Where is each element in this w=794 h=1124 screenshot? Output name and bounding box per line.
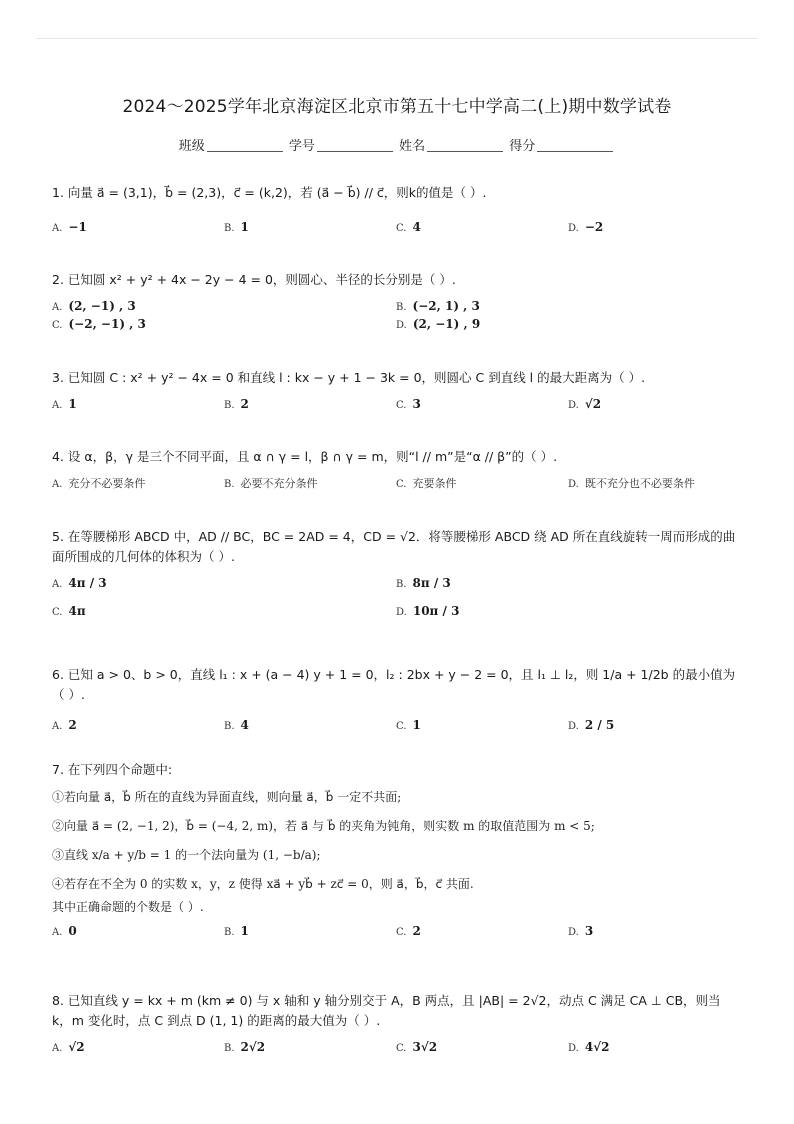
option-b[interactable]	[224, 715, 249, 737]
option-text: 0	[68, 924, 77, 938]
option-label: C.	[396, 1043, 407, 1054]
option-c[interactable]	[396, 473, 456, 495]
option-text: 2	[68, 718, 77, 732]
option-a[interactable]	[52, 715, 77, 737]
option-b[interactable]	[224, 473, 318, 495]
option-a[interactable]	[52, 573, 107, 595]
option-text: 4	[412, 220, 421, 234]
option-text: 8π / 3	[412, 576, 451, 590]
option-c[interactable]	[396, 921, 421, 943]
options-row	[52, 473, 742, 493]
option-d[interactable]	[568, 1037, 609, 1059]
option-label: B.	[224, 223, 235, 234]
option-c[interactable]	[396, 394, 421, 416]
option-label: B.	[224, 721, 235, 732]
option-d[interactable]	[568, 921, 593, 943]
option-d[interactable]	[568, 394, 601, 416]
question-8	[52, 991, 742, 1057]
question-stem: 1. 向量 a⃗ = (3,1)，b⃗ = (2,3)，c⃗ = (k,2)，若 (a⃗ − b⃗) // c⃗，则k的值是（ ）.	[52, 185, 487, 200]
proposition-4: ④若存在不全为 0 的实数 x，y，z 使得 xa⃗ + yb⃗ + zc⃗ = 0，则 a⃗，b⃗，c⃗ 共面.	[52, 877, 474, 891]
option-label: D.	[568, 927, 579, 938]
question-7	[52, 760, 742, 941]
options-row	[52, 573, 742, 601]
option-label: C.	[52, 320, 63, 331]
name-label: 姓名	[399, 139, 426, 154]
option-label: C.	[396, 479, 407, 490]
question-stem: 3. 已知圆 C : x² + y² − 4x = 0 和直线 l : kx − y + 1 − 3k = 0，则圆心 C 到直线 l 的最大距离为（ ）.	[52, 370, 646, 385]
option-b[interactable]	[224, 1037, 265, 1059]
option-b[interactable]	[224, 217, 249, 239]
option-text: (2, −1) , 9	[412, 317, 481, 331]
option-label: C.	[396, 223, 407, 234]
option-text: (−2, 1) , 3	[412, 299, 480, 313]
option-label: B.	[224, 400, 235, 411]
exam-title: 2024～2025学年北京海淀区北京市第五十七中学高二(上)期中数学试卷	[122, 97, 672, 117]
option-text: 3	[584, 924, 594, 938]
options-row	[52, 1037, 742, 1057]
option-text: (2, −1) , 3	[68, 299, 136, 313]
options-row	[52, 296, 742, 314]
option-text: 2 / 5	[584, 718, 615, 732]
options-row	[52, 601, 742, 629]
class-blank[interactable]	[207, 151, 283, 152]
option-a[interactable]	[52, 1037, 85, 1059]
option-label: A.	[52, 302, 63, 313]
option-c[interactable]	[396, 1037, 437, 1059]
header-divider	[36, 38, 758, 39]
option-text: 2√2	[240, 1040, 266, 1054]
proposition-3: ③直线 x/a + y/b = 1 的一个法向量为 (1, −b/a);	[52, 848, 321, 862]
option-text: 2	[412, 924, 421, 938]
option-text: 3	[412, 397, 421, 411]
option-text: −1	[68, 220, 87, 234]
option-text: 4π	[68, 604, 86, 618]
option-text: 1	[240, 924, 249, 938]
option-text: (−2, −1) , 3	[68, 317, 146, 331]
option-text: −2	[584, 220, 604, 234]
option-label: A.	[52, 721, 63, 732]
student-info-line	[0, 135, 794, 154]
option-d[interactable]	[396, 314, 480, 336]
question-stem: 5. 在等腰梯形 ABCD 中，AD // BC，BC = 2AD = 4，CD = √2．将等腰梯形 ABCD 绕 AD 所在直线旋转一周而形成的曲面所围成的几何体的体积为（ ）.	[52, 529, 736, 564]
option-b[interactable]	[224, 394, 249, 416]
option-c[interactable]	[396, 217, 421, 239]
option-label: A.	[52, 927, 63, 938]
option-text: 3√2	[412, 1040, 438, 1054]
option-label: C.	[396, 400, 407, 411]
option-label: B.	[224, 1043, 235, 1054]
question-stem: 7. 在下列四个命题中:	[52, 762, 173, 777]
option-label: D.	[568, 223, 579, 234]
options-row	[52, 921, 742, 941]
option-text: 既不充分也不必要条件	[584, 477, 695, 490]
option-a[interactable]	[52, 921, 77, 943]
options-row	[52, 314, 742, 332]
name-blank[interactable]	[427, 151, 503, 152]
option-label: D.	[568, 400, 579, 411]
option-text: 10π / 3	[412, 604, 460, 618]
option-d[interactable]	[568, 715, 614, 737]
question-prompt: 其中正确命题的个数是（ ）.	[52, 900, 204, 914]
question-6	[52, 665, 742, 735]
option-label: D.	[396, 320, 407, 331]
option-a[interactable]	[52, 217, 87, 239]
question-5	[52, 527, 742, 629]
score-blank[interactable]	[537, 151, 613, 152]
option-label: A.	[52, 479, 63, 490]
question-2	[52, 270, 742, 332]
option-text: 充分不必要条件	[68, 477, 146, 490]
option-c[interactable]	[396, 715, 421, 737]
option-label: A.	[52, 400, 63, 411]
score-label: 得分	[509, 139, 536, 154]
option-label: D.	[568, 721, 579, 732]
option-d[interactable]	[568, 473, 695, 495]
option-d[interactable]	[396, 601, 459, 623]
student-id-label: 学号	[288, 139, 315, 154]
question-stem: 8. 已知直线 y = kx + m (km ≠ 0) 与 x 轴和 y 轴分别交于 A，B 两点，且 |AB| = 2√2，动点 C 满足 CA ⊥ CB，则当 k，m 变化时，点 C 到点 D (1, 1) 的距离的最大值为（ ）.	[52, 993, 721, 1028]
option-text: 4π / 3	[68, 576, 107, 590]
option-a[interactable]	[52, 394, 77, 416]
question-1	[52, 183, 742, 237]
option-label: B.	[224, 927, 235, 938]
option-text: √2	[584, 397, 602, 411]
options-row	[52, 217, 742, 237]
options-row	[52, 394, 742, 414]
student-id-blank[interactable]	[317, 151, 393, 152]
option-c[interactable]	[52, 601, 86, 623]
option-label: B.	[224, 479, 235, 490]
option-b[interactable]	[396, 573, 451, 595]
options-row	[52, 715, 742, 735]
question-4	[52, 447, 742, 493]
option-text: 1	[412, 718, 421, 732]
option-label: C.	[396, 721, 407, 732]
option-text: 必要不充分条件	[240, 477, 318, 490]
option-label: B.	[396, 579, 407, 590]
option-label: C.	[396, 927, 407, 938]
option-text: 1	[68, 397, 77, 411]
option-text: 4	[240, 718, 249, 732]
option-text: √2	[68, 1040, 85, 1054]
option-b[interactable]	[224, 921, 249, 943]
option-text: 充要条件	[412, 477, 457, 490]
question-stem: 2. 已知圆 x² + y² + 4x − 2y − 4 = 0，则圆心、半径的长分别是（ ）.	[52, 272, 456, 287]
option-text: 1	[240, 220, 249, 234]
option-label: D.	[568, 1043, 579, 1054]
class-label: 班级	[178, 139, 205, 154]
option-d[interactable]	[568, 217, 603, 239]
question-stem: 6. 已知 a > 0、b > 0，直线 l₁ : x + (a − 4) y + 1 = 0，l₂ : 2bx + y − 2 = 0，且 l₁ ⊥ l₂，则 1/a + 1/2b 的最小值为（ ）.	[52, 667, 736, 702]
option-label: D.	[568, 479, 579, 490]
option-label: A.	[52, 579, 63, 590]
option-c[interactable]	[52, 314, 146, 336]
option-label: A.	[52, 1043, 63, 1054]
option-text: 4√2	[584, 1040, 610, 1054]
proposition-1: ①若向量 a⃗，b⃗ 所在的直线为异面直线，则向量 a⃗，b⃗ 一定不共面;	[52, 790, 402, 804]
question-stem: 4. 设 α，β，γ 是三个不同平面，且 α ∩ γ = l，β ∩ γ = m，则“l // m”是“α // β”的（ ）.	[52, 449, 558, 464]
option-text: 2	[240, 397, 249, 411]
option-label: B.	[396, 302, 407, 313]
question-3	[52, 368, 742, 414]
option-a[interactable]	[52, 473, 145, 495]
proposition-2: ②向量 a⃗ = (2, −1, 2)，b⃗ = (−4, 2, m)，若 a⃗ 与 b⃗ 的夹角为钝角，则实数 m 的取值范围为 m < 5;	[52, 819, 595, 833]
option-label: C.	[52, 607, 63, 618]
option-label: A.	[52, 223, 63, 234]
option-label: D.	[396, 607, 407, 618]
